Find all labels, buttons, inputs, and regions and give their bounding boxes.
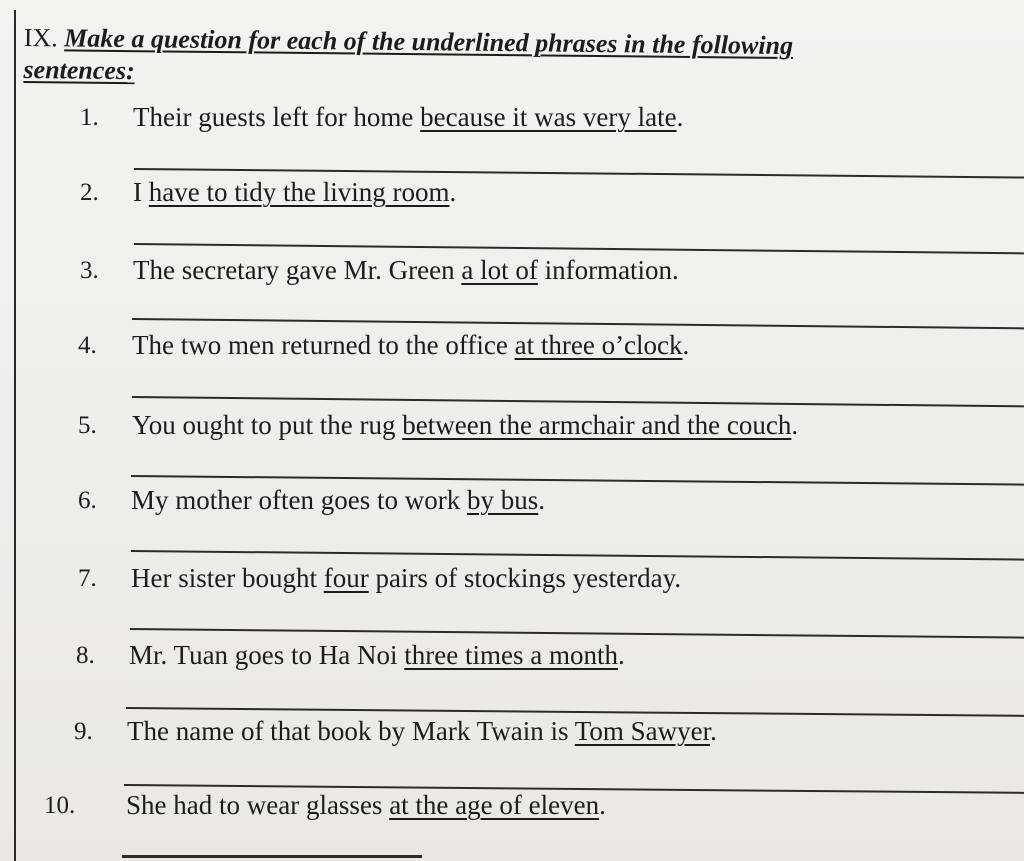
underlined-phrase: because it was very late: [420, 102, 677, 132]
underlined-phrase: Tom Sawyer: [574, 716, 711, 746]
underlined-phrase: a lot of: [461, 255, 538, 285]
answer-line[interactable]: [134, 243, 1024, 254]
answer-line[interactable]: [132, 396, 1024, 407]
item-sentence: The secretary gave Mr. Green a lot of information.: [133, 255, 679, 285]
item-sentence: My mother often goes to work by bus.: [131, 485, 545, 515]
item-sentence: Their guests left for home because it was very late.: [133, 102, 684, 132]
answer-line[interactable]: [131, 475, 1024, 486]
answer-line[interactable]: [122, 855, 422, 858]
item-number: 1.: [80, 104, 99, 131]
underlined-phrase: at three o’clock: [514, 330, 683, 360]
exercise-instruction-cont: sentences:: [23, 54, 135, 86]
item-number: 2.: [80, 179, 99, 206]
underlined-phrase: have to tidy the living room: [148, 177, 450, 207]
item-number: 4.: [78, 332, 97, 359]
item-number: 10.: [44, 792, 76, 819]
item-sentence: I have to tidy the living room.: [133, 177, 457, 207]
underlined-phrase: by bus: [466, 485, 539, 515]
exercise-instruction: Make a question for each of the underlined phrases in the following: [64, 23, 794, 61]
answer-line[interactable]: [131, 550, 1024, 561]
item-sentence: The two men returned to the office at three o’clock.: [132, 330, 690, 360]
exercise-number: IX.: [23, 22, 58, 53]
item-number: 5.: [78, 412, 97, 439]
item-number: 9.: [74, 718, 93, 745]
underlined-phrase: four: [323, 563, 369, 593]
item-number: 6.: [78, 487, 97, 514]
item-sentence: She had to wear glasses at the age of eleven.: [126, 790, 606, 820]
margin-rule: [14, 10, 16, 861]
answer-line[interactable]: [130, 628, 1024, 639]
underlined-phrase: between the armchair and the couch: [402, 410, 792, 440]
underlined-phrase: three times a month: [404, 640, 618, 670]
item-sentence: The name of that book by Mark Twain is Tom Sawyer.: [127, 716, 717, 746]
answer-line[interactable]: [132, 318, 1024, 329]
underlined-phrase: at the age of eleven: [389, 790, 600, 820]
item-number: 3.: [80, 257, 99, 284]
item-sentence: Her sister bought four pairs of stockings yesterday.: [131, 563, 682, 593]
item-number: 8.: [76, 642, 95, 669]
item-sentence: You ought to put the rug between the armchair and the couch.: [132, 410, 799, 440]
item-sentence: Mr. Tuan goes to Ha Noi three times a month.: [129, 640, 625, 670]
item-number: 7.: [78, 565, 97, 592]
exercise-heading: [23, 22, 1014, 96]
